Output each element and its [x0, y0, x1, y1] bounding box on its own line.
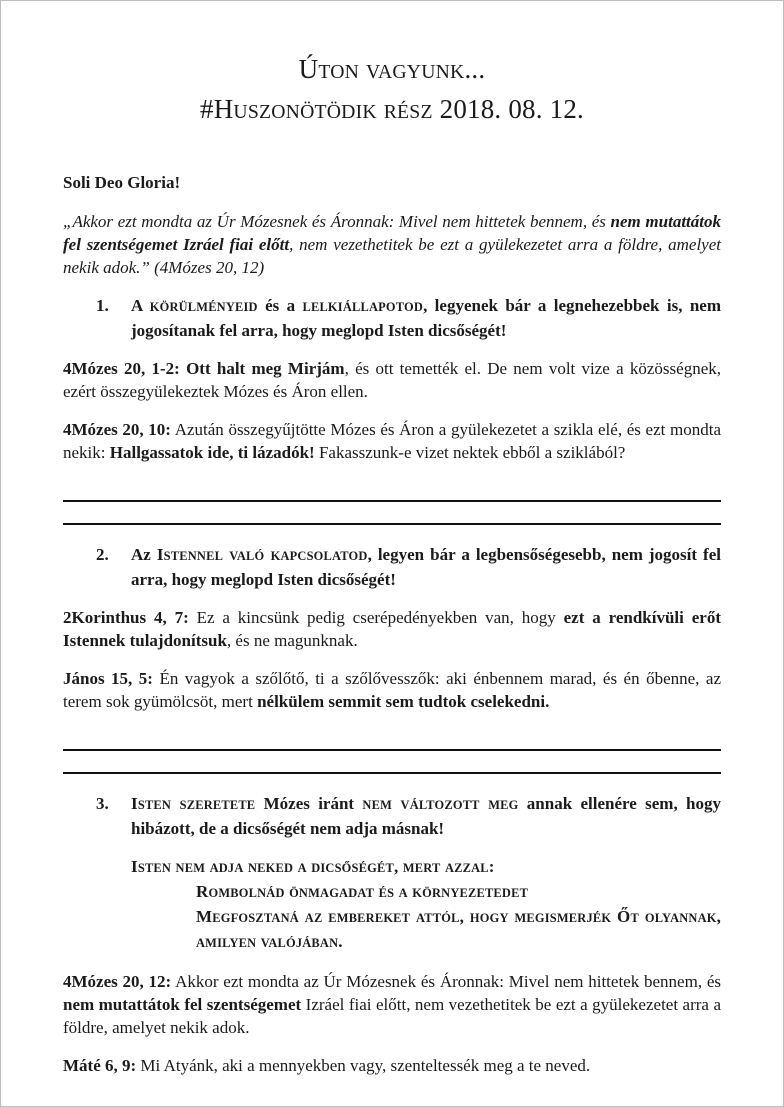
text-run: , nem vezethetitek be ezt a gyülekezetet arra a földre, amelyet nekik adok.” (4Mózes 20, 12): [63, 235, 721, 277]
text-run: KÖRÜLMÉNYEID: [149, 300, 258, 314]
text-run: nem mutattátok fel szentségemet: [63, 995, 302, 1014]
verse-paragraph-janos15-5: [63, 667, 721, 713]
text-run: , és ne magunknak.: [226, 631, 358, 650]
item-number: 1.: [96, 296, 109, 315]
answer-lines-group-2: [63, 728, 721, 774]
text-run: Én vagyok a szőlőtő, ti a szőlővesszők: aki énbennem marad, és én őbenne, az terem sok gyümölcsöt, mert: [63, 669, 721, 711]
title-line-1: [63, 51, 721, 91]
numbered-item-3: [63, 792, 721, 840]
subpoint-line-2: [196, 905, 721, 955]
text-run: nélkülem semmit sem tudtok cselekedni.: [257, 692, 550, 711]
item-number: 3.: [96, 794, 109, 813]
text-run: , és ott temették el. De nem volt vize a közösségnek, ezért összegyülekeztek Mózes és Áron ellen.: [63, 359, 721, 401]
text-run: #HUSZONÖTÖDIK RÉSZ 2018. 08. 12.: [200, 94, 584, 124]
item-text: [131, 294, 721, 342]
subpoints-block: [63, 855, 721, 955]
verse-paragraph-2korinthus4-7: [63, 606, 721, 652]
item-text: [131, 543, 721, 591]
answer-line: [63, 502, 721, 525]
text-run: Akkor ezt mondta az Úr Mózesnek és Áronnak: Mivel nem hittetek bennem, és: [171, 972, 722, 991]
item-number: 2.: [96, 545, 109, 564]
verse-paragraph-mate6-9: [63, 1054, 721, 1077]
text-run: ezt a rendkívüli erőt Istennek tulajdonítsuk: [63, 608, 721, 650]
numbered-item-1: [63, 294, 721, 342]
text-run: LELKIÁLLAPOTOD: [302, 300, 424, 314]
text-run: Mózes iránt: [255, 794, 363, 813]
text-run: ISTEN NEM ADJA NEKED A DICSŐSÉGÉT, MERT AZZAL:: [131, 857, 495, 876]
verse-paragraph-4mozes20-12: [63, 970, 721, 1039]
text-run: ISTEN SZERETETE: [131, 794, 256, 813]
text-run: Mi Atyánk, aki a mennyekben vagy, szenteltessék meg a te neved.: [136, 1056, 591, 1075]
text-run: ISTENNEL VALÓ KAPCSOLATOD: [156, 545, 368, 564]
text-run: MEGFOSZTANÁ AZ EMBEREKET ATTÓL, HOGY MEGISMERJÉK ŐT OLYANNAK, AMILYEN VALÓJÁBAN.: [196, 907, 722, 951]
verse-paragraph-4mozes20-1-2: [63, 357, 721, 403]
text-run: 4Mózes 20, 10:: [63, 420, 171, 439]
answer-line: [63, 728, 721, 751]
text-run: Azután összegyűjtötte Mózes és Áron a gyülekezetet a szikla elé, és ezt mondta nekik:: [63, 420, 721, 462]
text-run: 4Mózes 20, 1-2: Ott halt meg Mirjám: [63, 359, 345, 378]
text-run: Hallgassatok ide, ti lázadók!: [109, 443, 315, 462]
title-line-2: [63, 91, 721, 131]
text-run: , legyenek bár a legnehezebbek is, nem jogosítanak fel arra, hogy meglopd Isten dicsőségét!: [131, 296, 721, 340]
text-run: ÚTON VAGYUNK...: [298, 54, 486, 84]
text-run: nem mutattátok fel szentségemet Izráel fiai előtt: [63, 212, 721, 254]
verse-paragraph-4mozes20-10: [63, 418, 721, 464]
text-run: Ez a kincsünk pedig cserépedényekben van, hogy: [188, 608, 564, 627]
greeting-text: [63, 171, 721, 194]
item-text: [131, 792, 721, 840]
opening-quote: [63, 210, 721, 279]
numbered-item-2: [63, 543, 721, 591]
document-content: [1, 1, 783, 1077]
text-run: 4Mózes 20, 12:: [63, 972, 172, 991]
text-run: ROMBOLNÁD ÖNMAGADAT ÉS A KÖRNYEZETEDET: [196, 882, 529, 901]
text-run: NEM VÁLTOZOTT MEG: [362, 798, 519, 812]
subpoint-line-1: [196, 880, 721, 905]
text-run: 2Korinthus 4, 7:: [63, 608, 189, 627]
text-run: annak ellenére sem, hogy hibázott, de a dicsőségét nem adja másnak!: [131, 794, 721, 838]
text-run: Máté 6, 9:: [63, 1056, 137, 1075]
text-run: Izráel fiai előtt, nem vezethetitek be ezt a gyülekezetet arra a földre, amelyet nekik adok.: [63, 995, 721, 1037]
answer-line: [63, 479, 721, 502]
text-run: Soli Deo Gloria!: [63, 173, 181, 192]
text-run: Az: [131, 545, 157, 564]
text-run: Fakasszunk-e vizet nektek ebből a sziklából?: [314, 443, 626, 462]
text-run: , legyen bár a legbensőségesebb, nem jogosít fel arra, hogy meglopd Isten dicsőségét!: [131, 545, 721, 589]
text-run: János 15, 5:: [63, 669, 153, 688]
answer-line: [63, 751, 721, 774]
text-run: „Akkor ezt mondta az Úr Mózesnek és Áronnak: Mivel nem hittetek bennem, és: [63, 212, 611, 231]
text-run: és a: [257, 296, 303, 315]
text-run: A: [131, 296, 150, 315]
answer-lines-group-1: [63, 479, 721, 525]
document-title: [63, 51, 721, 131]
subpoint-header: [131, 855, 721, 880]
